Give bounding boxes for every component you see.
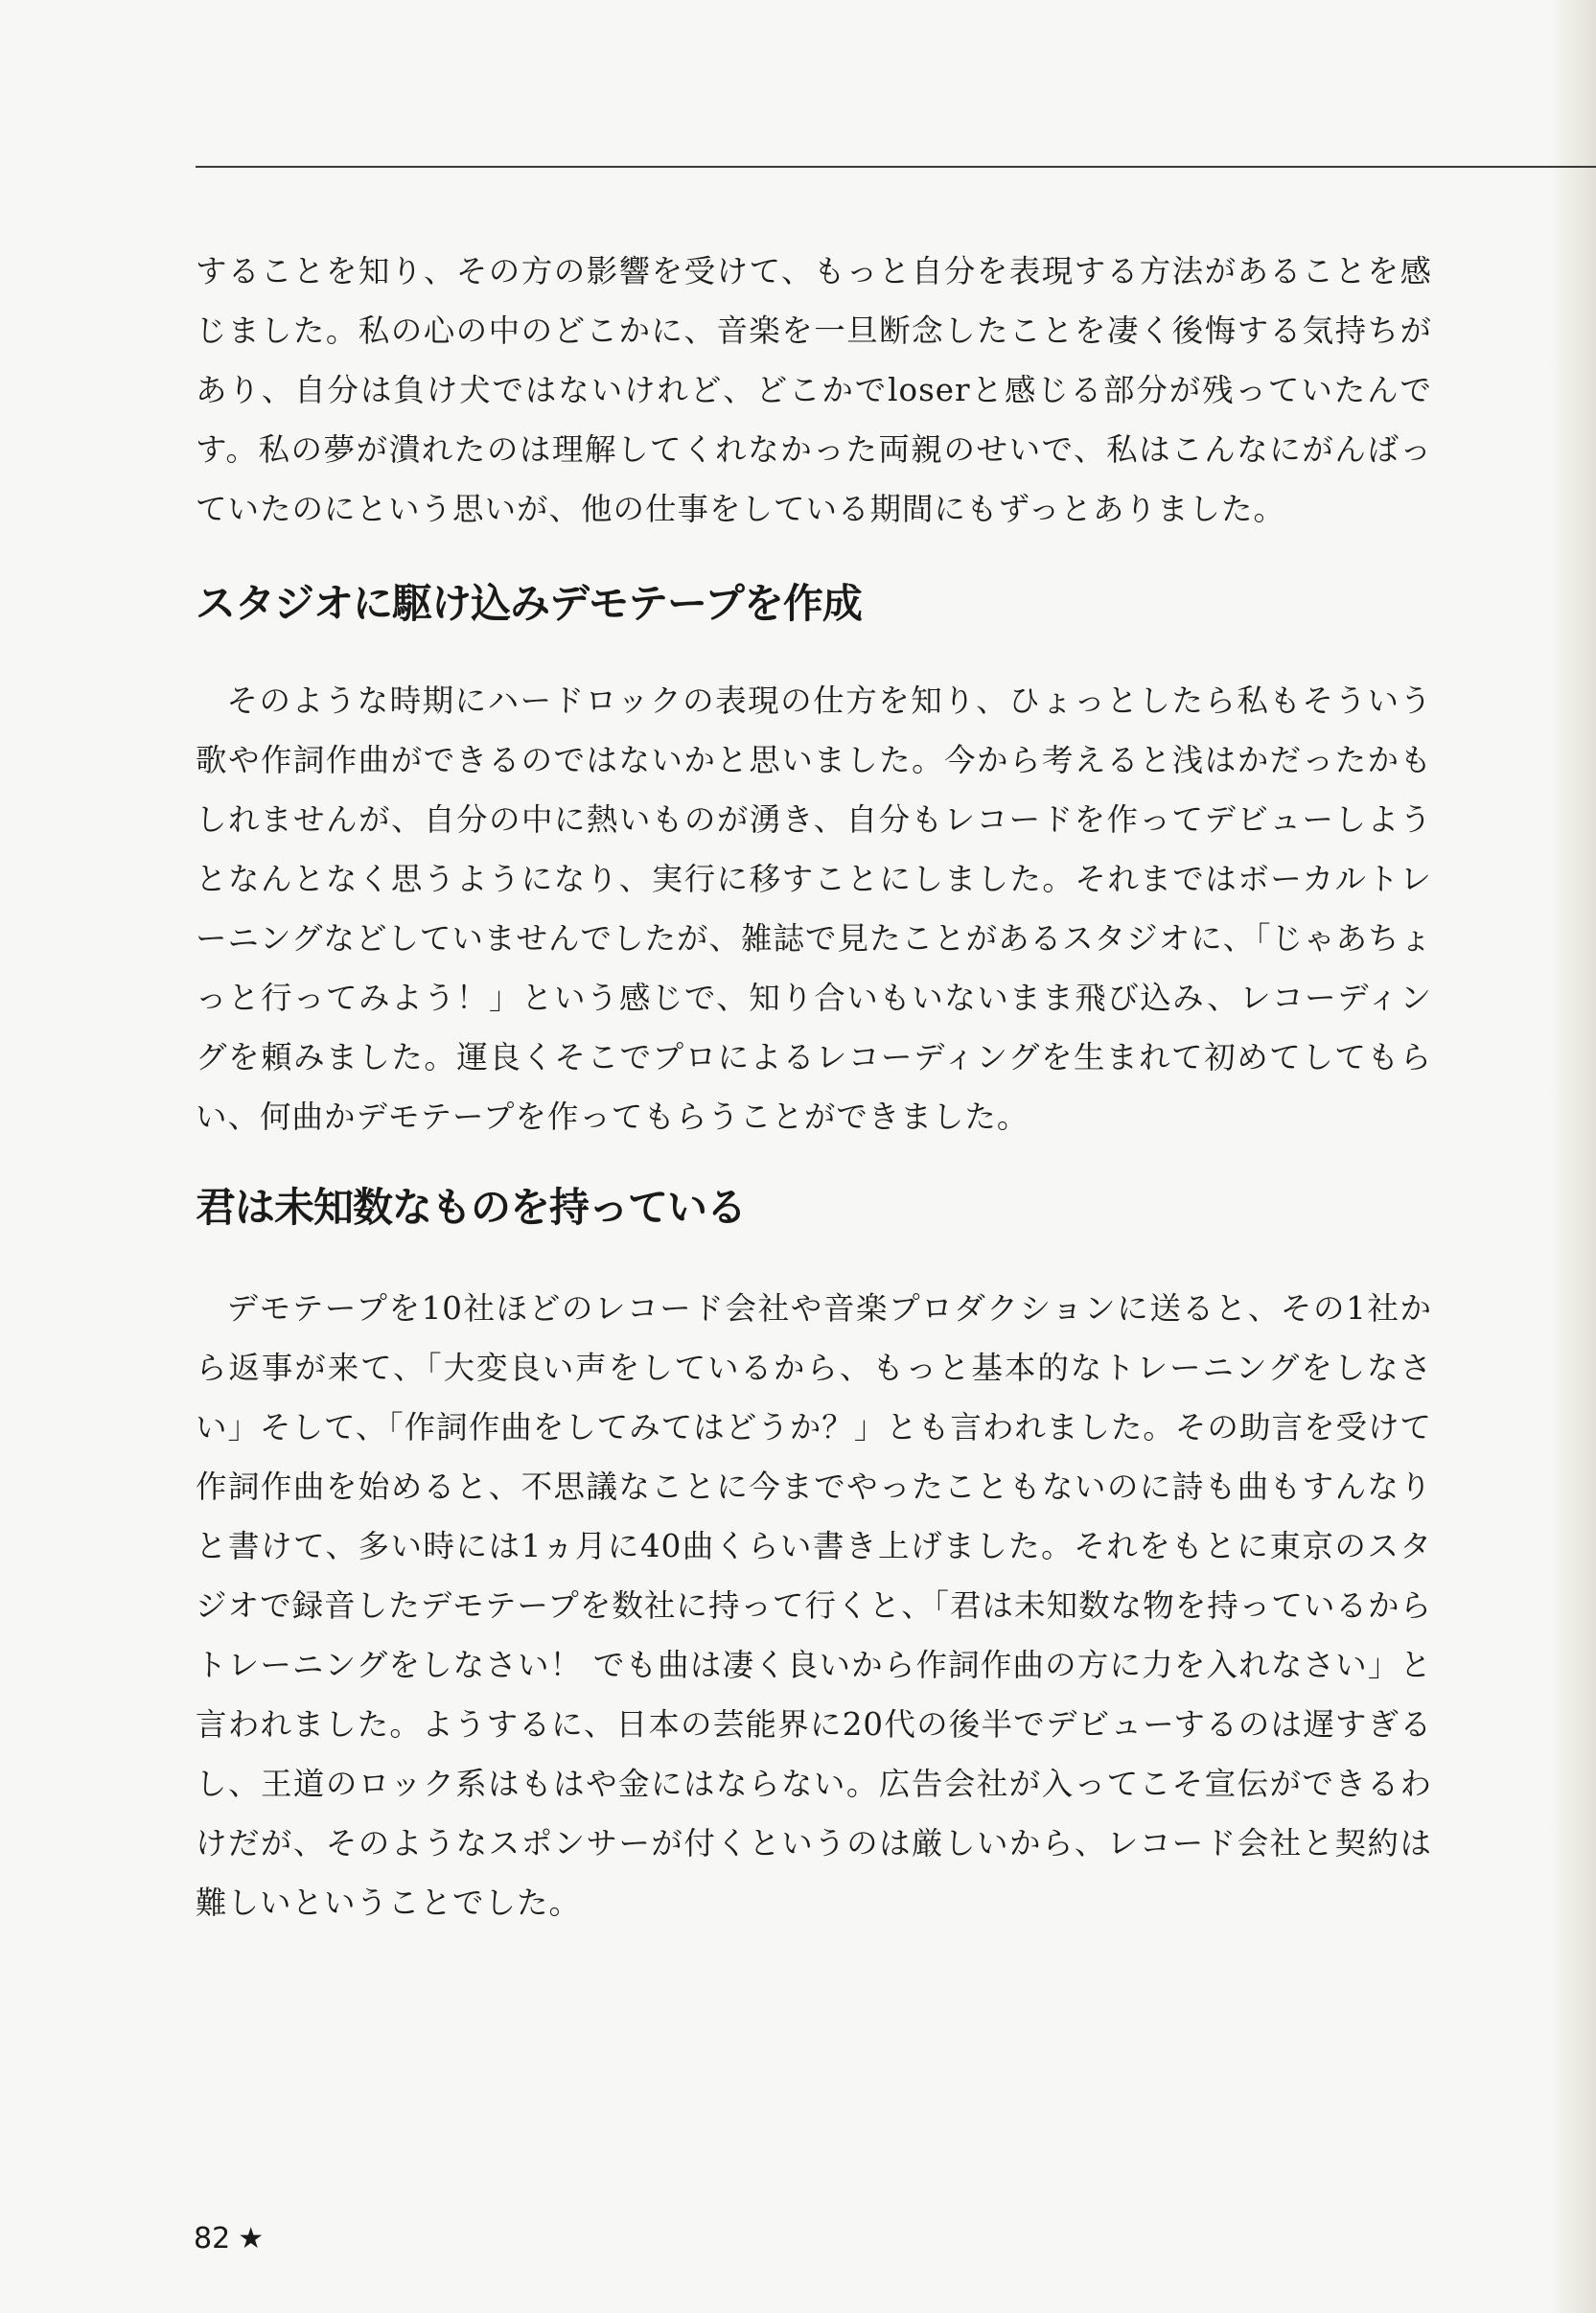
page-body [196,242,1432,1932]
page-edge-shadow [1548,0,1596,2313]
body-paragraph: することを知り、その方の影響を受けて、もっと自分を表現する方法があることを感じました。私の心の中のどこかに、音楽を一旦断念したことを凄く後悔する気持ちがあり、自分は負け犬ではないけれど、どこかでloserと感じる部分が残っていたんです。私の夢が潰れたのは理解してくれなかった両親のせいで、私はこんなにがんばっていたのにという思いが、他の仕事をしている期間にもずっとありました。 [196,253,1432,527]
header-rule [196,166,1596,168]
body-paragraph: そのような時期にハードロックの表現の仕方を知り、ひょっとしたら私もそういう歌や作詞作曲ができるのではないかと思いました。今から考えると浅はかだったかもしれませんが、自分の中に熱いものが湧き、自分もレコードを作ってデビューしようとなんとなく思うようになり、実行に移すことにしました。それまではボーカルトレーニングなどしていませんでしたが、雑誌で見たことがあるスタジオに、「じゃあちょっと行ってみよう！」という感じで、知り合いもいないまま飛び込み、レコーディングを頼みました。運良くそこでプロによるレコーディングを生まれて初めてしてもらい、何曲かデモテープを作ってもらうことができました。 [196,682,1432,1135]
page-footer [194,2222,264,2255]
section-heading: スタジオに駆け込みデモテープを作成 [196,580,862,627]
section-heading: 君は未知数なものを持っている [196,1184,747,1231]
body-paragraph: デモテープを10社ほどのレコード会社や音楽プロダクションに送ると、その1社から返事が来て、「大変良い声をしているから、もっと基本的なトレーニングをしなさい」そして、「作詞作曲をしてみてはどうか？」とも言われました。その助言を受けて作詞作曲を始めると、不思議なことに今までやったこともないのに詩も曲もすんなりと書けて、多い時には1ヵ月に40曲くらい書き上げました。それをもとに東京のスタジオで録音したデモテープを数社に持って行くと、「君は未知数な物を持っているからトレーニングをしなさい！ でも曲は凄く良いから作詞作曲の方に力を入れなさい」と言われました。ようするに、日本の芸能界に20代の後半でデビューするのは遅すぎるし、王道のロック系はもはや金にはならない。広告会社が入ってこそ宣伝ができるわけだが、そのようなスポンサーが付くというのは厳しいから、レコード会社と契約は難しいということでした。 [196,1290,1432,1921]
star-mark: ★ [238,2222,265,2255]
page-number: 82 [194,2222,231,2255]
